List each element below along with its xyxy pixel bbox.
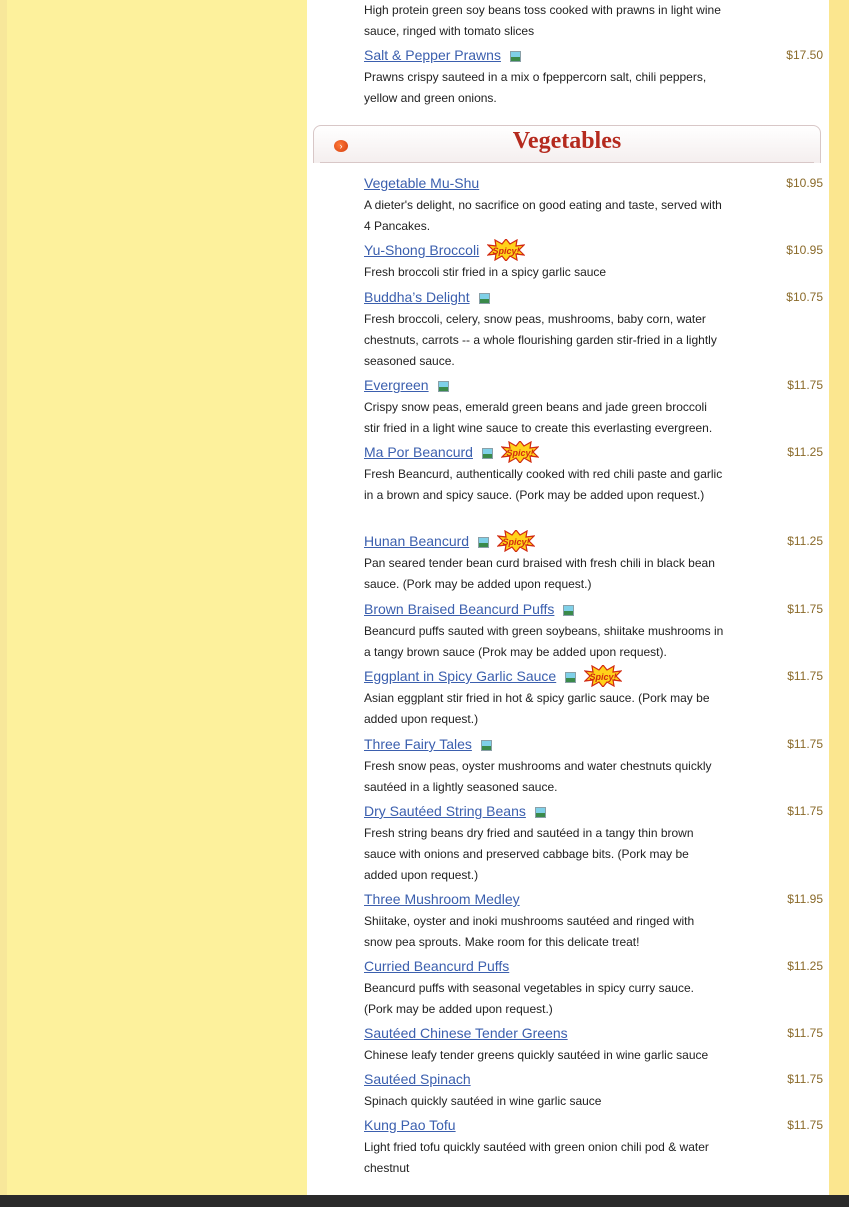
menu-item-link[interactable]: Sautéed Chinese Tender Greens [364,1025,568,1041]
menu-item-link[interactable]: Three Mushroom Medley [364,891,520,907]
photo-icon[interactable] [563,605,574,616]
menu-item-title [364,1069,471,1089]
menu-item-link[interactable]: Yu-Shong Broccoli [364,242,480,258]
item-price: $11.75 [787,737,823,751]
menu-item-link[interactable]: Curried Beancurd Puffs [364,958,510,974]
item-price: $11.75 [787,1072,823,1086]
item-price: $11.75 [787,669,823,683]
item-price: $11.25 [787,445,823,459]
spicy-label: Spicy! [502,537,530,547]
item-price: $11.75 [787,804,823,818]
category-title: Vegetables [512,128,622,154]
menu-item-title [364,375,449,395]
spicy-label: Spicy! [506,448,534,458]
spicy-badge-icon [497,530,535,552]
item-price: $11.75 [787,602,823,616]
item-price: $17.50 [786,48,823,62]
item-description: Crispy snow peas, emerald green beans and jade green broccoli stir fried in a light wine sauce to create this everlasting evergreen. [364,400,713,435]
photo-icon[interactable] [482,448,493,459]
menu-item-link[interactable]: Kung Pao Tofu [364,1117,456,1133]
menu-item-link[interactable]: Brown Braised Beancurd Puffs [364,601,555,617]
photo-icon[interactable] [510,51,521,62]
sidebar-panel [7,0,307,1195]
item-description: Pan seared tender bean curd braised with fresh chili in black bean sauce. (Pork may be added upon request.) [364,556,715,591]
menu-item-link[interactable]: Three Fairy Tales [364,736,472,752]
menu-item-link[interactable]: Ma Por Beancurd [364,444,473,460]
spicy-label: Spicy! [589,672,617,682]
photo-icon[interactable] [481,740,492,751]
menu-item-link[interactable]: Vegetable Mu-Shu [364,175,480,191]
spicy-badge-icon [584,665,622,687]
item-description: Chinese leafy tender greens quickly sautéed in wine garlic sauce [364,1048,709,1062]
menu-item-link[interactable]: Buddha’s Delight [364,289,470,305]
menu-item-title [364,1023,568,1043]
arrow-bullet-icon: › [334,140,348,152]
item-description: Light fried tofu quickly sautéed with green onion chili pod & water chestnut [364,1140,709,1175]
menu-item-title [364,666,622,686]
menu-item-title [364,1115,456,1135]
photo-icon[interactable] [565,672,576,683]
menu-item-title [364,45,521,65]
photo-icon[interactable] [479,293,490,304]
item-description: Fresh Beancurd, authentically cooked with red chili paste and garlic in a brown and spicy sauce. (Pork may be added upon request.) [364,467,723,502]
menu-item-title [364,956,509,976]
spicy-label: Spicy! [492,246,520,256]
item-price: $10.95 [786,243,823,257]
item-description: High protein green soy beans toss cooked with prawns in light wine sauce, ringed with tomato slices [364,3,721,38]
spicy-badge-icon [501,441,539,463]
menu-item-title [364,442,539,462]
menu-item-title [364,801,546,821]
item-description: Fresh broccoli stir fried in a spicy garlic sauce [364,265,607,279]
item-price: $11.75 [787,1026,823,1040]
item-description: A dieter's delight, no sacrifice on good eating and taste, served with 4 Pancakes. [364,198,722,233]
menu-item-link[interactable]: Dry Sautéed String Beans [364,803,526,819]
menu-item-title [364,240,525,260]
item-price: $11.75 [787,378,823,392]
item-description: Beancurd puffs with seasonal vegetables in spicy curry sauce. (Pork may be added upon request.) [364,981,694,1016]
item-price: $10.95 [786,176,823,190]
category-header [313,125,821,163]
menu-item-link[interactable]: Eggplant in Spicy Garlic Sauce [364,668,557,684]
item-price: $10.75 [786,290,823,304]
item-price: $11.75 [787,1118,823,1132]
item-description: Prawns crispy sauteed in a mix o fpeppercorn salt, chili peppers, yellow and green onions. [364,70,707,105]
photo-icon[interactable] [478,537,489,548]
item-price: $11.25 [787,534,823,548]
menu-item-title [364,173,479,193]
menu-item-link[interactable]: Sautéed Spinach [364,1071,471,1087]
menu-item-title [364,889,520,909]
photo-icon[interactable] [535,807,546,818]
bottom-bar [0,1195,849,1207]
item-description: Shiitake, oyster and inoki mushrooms sautéed and ringed with snow pea sprouts. Make room for this delicate treat! [364,914,695,949]
right-border-stripe [829,0,849,1195]
photo-icon[interactable] [438,381,449,392]
menu-item-link[interactable]: Salt & Pepper Prawns [364,47,501,63]
divider [320,162,814,163]
menu-item-link[interactable]: Hunan Beancurd [364,533,470,549]
item-description: Fresh string beans dry fried and sautéed in a tangy thin brown sauce with onions and preserved cabbage bits. (Pork may be added upon request.) [364,826,694,882]
menu-item-title [364,287,490,307]
item-description: Fresh snow peas, oyster mushrooms and water chestnuts quickly sautéed in a lightly seasoned sauce. [364,759,712,794]
left-border-stripe [0,0,7,1195]
item-description: Fresh broccoli, celery, snow peas, mushrooms, baby corn, water chestnuts, carrots -- a whole flourishing garden stir-fried in a lightly seasoned sauce. [364,312,717,368]
menu-item-title [364,734,492,754]
menu-item-link[interactable]: Evergreen [364,377,429,393]
item-description: Beancurd puffs sauted with green soybeans, shiitake mushrooms in a tangy brown sauce (Prok may be added upon request). [364,624,724,659]
spicy-badge-icon [487,239,525,261]
item-price: $11.25 [787,959,823,973]
item-price: $11.95 [787,892,823,906]
menu-item-title [364,599,574,619]
item-description: Asian eggplant stir fried in hot & spicy garlic sauce. (Pork may be added upon request.) [364,691,710,726]
menu-item-title [364,531,535,551]
item-description: Spinach quickly sautéed in wine garlic sauce [364,1094,602,1108]
